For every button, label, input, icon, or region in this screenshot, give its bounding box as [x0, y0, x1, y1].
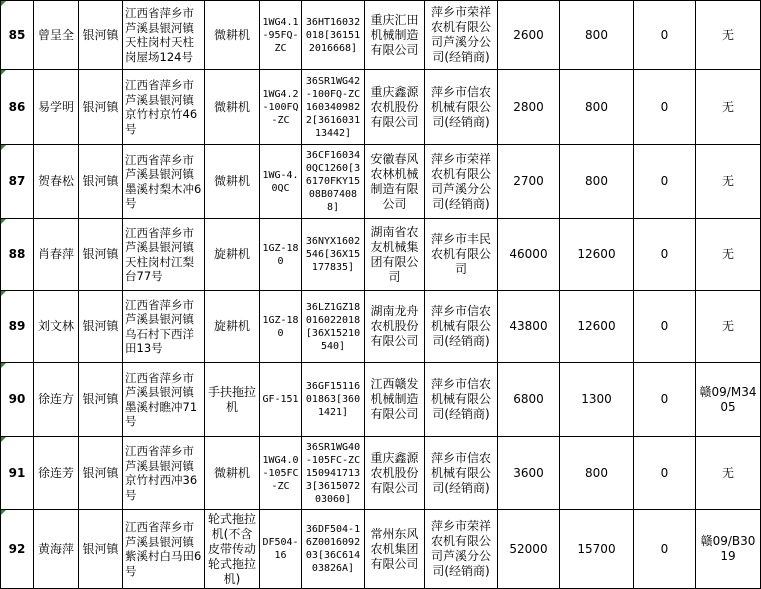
table-row — [1, 363, 761, 437]
owner-name-cell[interactable]: 徐连方 — [34, 363, 79, 437]
price-cell[interactable]: 3600 — [498, 437, 560, 510]
plate-cell[interactable]: 无 — [696, 145, 761, 219]
extra-subsidy-cell[interactable]: 0 — [634, 291, 696, 363]
manufacturer-cell[interactable]: 常州东风农机集团有限公司 — [365, 510, 425, 589]
extra-subsidy-cell[interactable]: 0 — [634, 1, 696, 70]
plate-cell[interactable]: 无 — [696, 219, 761, 291]
address-cell[interactable]: 江西省萍乡市芦溪县银河镇京竹村京竹46号 — [123, 70, 205, 145]
price-cell[interactable]: 2600 — [498, 1, 560, 70]
owner-name-cell[interactable]: 徐连芳 — [34, 437, 79, 510]
row-number-cell[interactable]: 91 — [1, 437, 34, 510]
model-cell[interactable]: 1WG4.0-105FC-ZC — [260, 437, 302, 510]
address-cell[interactable]: 江西省萍乡市芦溪县银河镇天柱岗村江梨台77号 — [123, 219, 205, 291]
machine-type-cell[interactable]: 旋耕机 — [205, 291, 260, 363]
town-cell[interactable]: 银河镇 — [79, 219, 123, 291]
serial-number-cell[interactable]: 36DF504-16Z001609203[36C61403826A] — [302, 510, 365, 589]
town-cell[interactable]: 银河镇 — [79, 510, 123, 589]
manufacturer-cell[interactable]: 重庆鑫源农机股份有限公司 — [365, 70, 425, 145]
subsidy-cell[interactable]: 1300 — [560, 363, 634, 437]
dealer-cell[interactable]: 萍乡市信农机械有限公司(经销商) — [425, 70, 498, 145]
owner-name-cell[interactable]: 黄海萍 — [34, 510, 79, 589]
table-row — [1, 1, 761, 70]
model-cell[interactable]: 1GZ-180 — [260, 291, 302, 363]
row-number-cell[interactable]: 92 — [1, 510, 34, 589]
town-cell[interactable]: 银河镇 — [79, 145, 123, 219]
table-row — [1, 510, 761, 589]
table-row — [1, 219, 761, 291]
row-number-cell[interactable]: 88 — [1, 219, 34, 291]
dealer-cell[interactable]: 萍乡市荣祥农机有限公司芦溪分公司(经销商) — [425, 145, 498, 219]
town-cell[interactable]: 银河镇 — [79, 1, 123, 70]
subsidy-cell[interactable]: 12600 — [560, 291, 634, 363]
address-cell[interactable]: 江西省萍乡市芦溪县银河镇京竹村西冲36号 — [123, 437, 205, 510]
machine-type-cell[interactable]: 微耕机 — [205, 1, 260, 70]
address-cell[interactable]: 江西省萍乡市芦溪县银河镇乌石村下西洋田13号 — [123, 291, 205, 363]
serial-number-cell[interactable]: 36HT16032018[36151 2016668] — [302, 1, 365, 70]
dealer-cell[interactable]: 萍乡市丰民农机有限公司 — [425, 219, 498, 291]
subsidy-cell[interactable]: 800 — [560, 437, 634, 510]
machine-type-cell[interactable]: 轮式拖拉机(不含皮带传动轮式拖拉机) — [205, 510, 260, 589]
plate-cell[interactable]: 无 — [696, 1, 761, 70]
manufacturer-cell[interactable]: 江西赣发机械制造有限公司 — [365, 363, 425, 437]
machine-type-cell[interactable]: 微耕机 — [205, 70, 260, 145]
model-cell[interactable]: GF-151 — [260, 363, 302, 437]
model-cell[interactable]: 1WG-4.0QC — [260, 145, 302, 219]
subsidy-cell[interactable]: 800 — [560, 70, 634, 145]
address-cell[interactable]: 江西省萍乡市芦溪县银河镇天柱岗村天柱岗屋场124号 — [123, 1, 205, 70]
dealer-cell[interactable]: 萍乡市荣祥农机有限公司芦溪分公司(经销商) — [425, 510, 498, 589]
manufacturer-cell[interactable]: 重庆鑫源农机股份有限公司 — [365, 437, 425, 510]
address-cell[interactable]: 江西省萍乡市芦溪县银河镇紫溪村白马田6号 — [123, 510, 205, 589]
serial-number-cell[interactable]: 36GF1511601863[3601421] — [302, 363, 365, 437]
owner-name-cell[interactable]: 易学明 — [34, 70, 79, 145]
machine-type-cell[interactable]: 旋耕机 — [205, 219, 260, 291]
model-cell[interactable]: 1GZ-180 — [260, 219, 302, 291]
serial-number-cell[interactable]: 36NYX1602546[36X15177835] — [302, 219, 365, 291]
owner-name-cell[interactable]: 刘文林 — [34, 291, 79, 363]
table-row — [1, 437, 761, 510]
serial-number-cell[interactable]: 36CF160340QC1260[36170FKY1508B074088] — [302, 145, 365, 219]
price-cell[interactable]: 46000 — [498, 219, 560, 291]
extra-subsidy-cell[interactable]: 0 — [634, 145, 696, 219]
extra-subsidy-cell[interactable]: 0 — [634, 363, 696, 437]
town-cell[interactable]: 银河镇 — [79, 363, 123, 437]
manufacturer-cell[interactable]: 安徽春风农林机械制造有限公司 — [365, 145, 425, 219]
address-cell[interactable]: 江西省萍乡市芦溪县银河镇墨溪村瞧冲71号 — [123, 363, 205, 437]
plate-cell[interactable]: 无 — [696, 437, 761, 510]
owner-name-cell[interactable]: 肖春萍 — [34, 219, 79, 291]
dealer-cell[interactable]: 萍乡市信农机械有限公司(经销商) — [425, 291, 498, 363]
model-cell[interactable]: 1WG4.2-100FQ-ZC — [260, 70, 302, 145]
plate-cell[interactable]: 赣09/M3405 — [696, 363, 761, 437]
subsidy-cell[interactable]: 800 — [560, 1, 634, 70]
town-cell[interactable]: 银河镇 — [79, 437, 123, 510]
serial-number-cell[interactable]: 36SR1WG40-105FC-ZC1509417133[361507203060] — [302, 437, 365, 510]
owner-name-cell[interactable]: 贺春松 — [34, 145, 79, 219]
extra-subsidy-cell[interactable]: 0 — [634, 437, 696, 510]
dealer-cell[interactable]: 萍乡市信农机械有限公司(经销商) — [425, 363, 498, 437]
machine-type-cell[interactable]: 手扶拖拉机 — [205, 363, 260, 437]
plate-cell[interactable]: 无 — [696, 291, 761, 363]
machine-type-cell[interactable]: 微耕机 — [205, 437, 260, 510]
table-body — [1, 1, 761, 589]
town-cell[interactable]: 银河镇 — [79, 70, 123, 145]
plate-cell[interactable]: 无 — [696, 70, 761, 145]
owner-name-cell[interactable]: 曾呈全 — [34, 1, 79, 70]
plate-cell[interactable]: 赣09/B3019 — [696, 510, 761, 589]
model-cell[interactable]: DF504-16 — [260, 510, 302, 589]
table-row — [1, 145, 761, 219]
price-cell[interactable]: 2700 — [498, 145, 560, 219]
table-row — [1, 70, 761, 145]
serial-number-cell[interactable]: 36SR1WG42-100FQ-ZC1603409822[361603113442] — [302, 70, 365, 145]
address-cell[interactable]: 江西省萍乡市芦溪县银河镇墨溪村梨木冲6号 — [123, 145, 205, 219]
price-cell[interactable]: 6800 — [498, 363, 560, 437]
extra-subsidy-cell[interactable]: 0 — [634, 510, 696, 589]
table-row — [1, 291, 761, 363]
town-cell[interactable]: 银河镇 — [79, 291, 123, 363]
manufacturer-cell[interactable]: 重庆汇田机械制造有限公司 — [365, 1, 425, 70]
dealer-cell[interactable]: 萍乡市荣祥农机有限公司芦溪分公司(经销商) — [425, 1, 498, 70]
row-number-cell[interactable]: 90 — [1, 363, 34, 437]
extra-subsidy-cell[interactable]: 0 — [634, 219, 696, 291]
price-cell[interactable]: 43800 — [498, 291, 560, 363]
row-number-cell[interactable]: 87 — [1, 145, 34, 219]
manufacturer-cell[interactable]: 湖南省农友机械集团有限公司 — [365, 219, 425, 291]
model-cell[interactable]: 1WG4.1-95FQ-ZC — [260, 1, 302, 70]
subsidy-cell[interactable]: 800 — [560, 145, 634, 219]
extra-subsidy-cell[interactable]: 0 — [634, 70, 696, 145]
dealer-cell[interactable]: 萍乡市信农机械有限公司(经销商) — [425, 437, 498, 510]
machine-type-cell[interactable]: 微耕机 — [205, 145, 260, 219]
manufacturer-cell[interactable]: 湖南龙舟农机股份有限公司 — [365, 291, 425, 363]
subsidy-cell[interactable]: 15700 — [560, 510, 634, 589]
row-number-cell[interactable]: 86 — [1, 70, 34, 145]
price-cell[interactable]: 52000 — [498, 510, 560, 589]
row-number-cell[interactable]: 89 — [1, 291, 34, 363]
subsidy-cell[interactable]: 12600 — [560, 219, 634, 291]
row-number-cell[interactable]: 85 — [1, 1, 34, 70]
serial-number-cell[interactable]: 36LZ1GZ18016022018[36X15210540] — [302, 291, 365, 363]
price-cell[interactable]: 2800 — [498, 70, 560, 145]
